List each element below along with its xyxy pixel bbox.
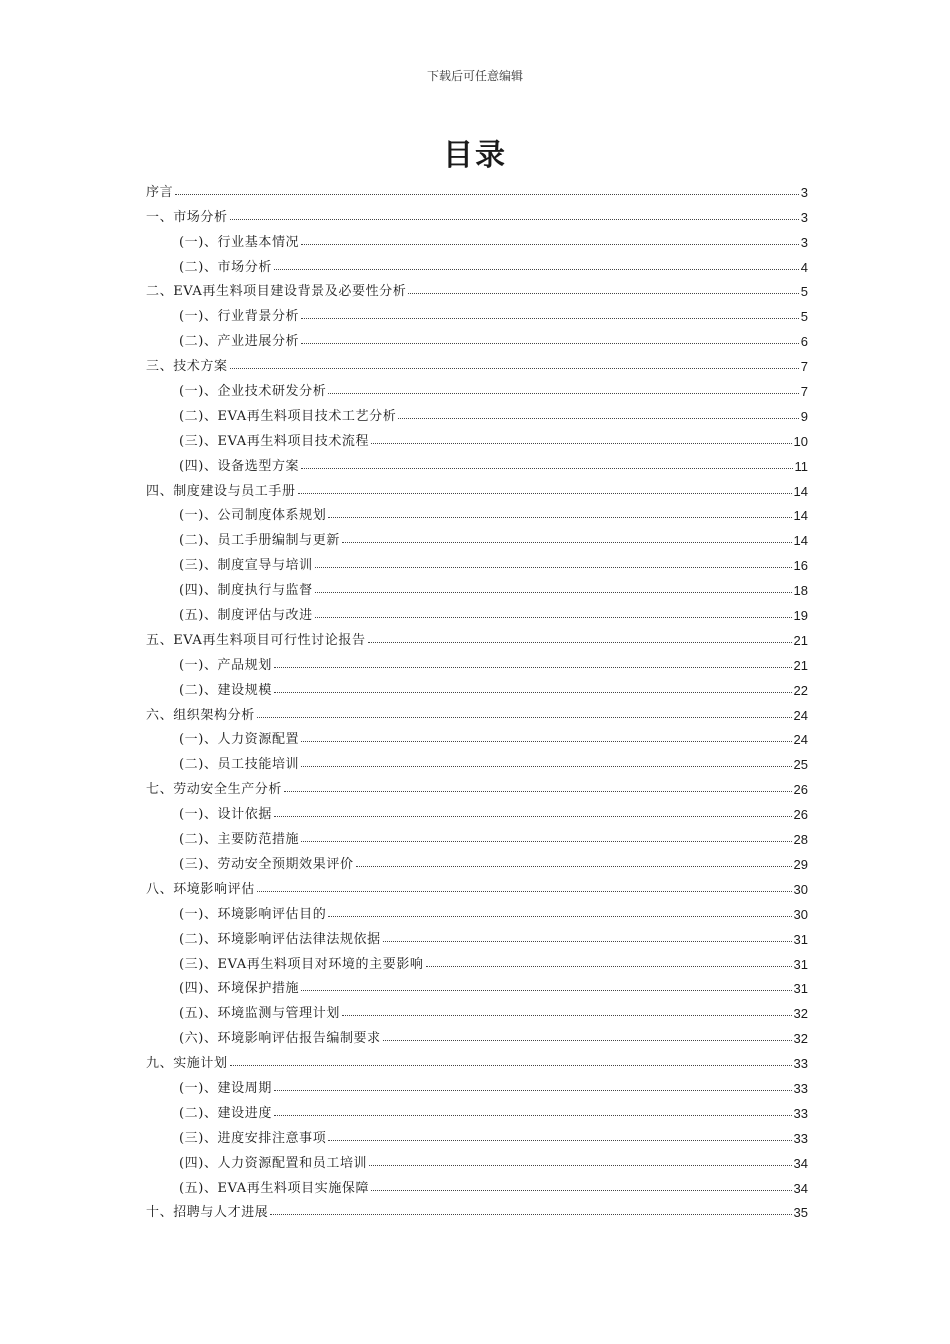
toc-leader-dots: [315, 592, 792, 593]
toc-leader-dots: [284, 791, 792, 792]
toc-entry[interactable]: [146, 772, 808, 797]
toc-entry-page: 34: [793, 1155, 808, 1171]
toc-entry[interactable]: [146, 1146, 808, 1171]
toc-entry[interactable]: [146, 275, 808, 300]
toc-entry-label: (二)、员工手册编制与更新: [179, 533, 340, 549]
toc-entry-page: 4: [800, 259, 808, 275]
toc-entry-label: (四)、环境保护措施: [179, 981, 300, 997]
toc-entry[interactable]: [146, 1046, 808, 1071]
toc-entry[interactable]: [146, 548, 808, 573]
toc-entry-label: (二)、主要防范措施: [179, 832, 300, 848]
toc-leader-dots: [274, 269, 799, 270]
toc-entry-page: 10: [793, 433, 808, 449]
toc-leader-dots: [301, 841, 791, 842]
toc-entry-page: 34: [793, 1180, 808, 1196]
toc-entry[interactable]: [146, 1096, 808, 1121]
toc-entry-label: 一、市场分析: [146, 209, 228, 225]
toc-entry-page: 33: [793, 1105, 808, 1121]
toc-leader-dots: [426, 966, 792, 967]
toc-entry[interactable]: [146, 922, 808, 947]
toc-entry-page: 26: [793, 782, 808, 798]
toc-leader-dots: [230, 1065, 792, 1066]
toc-leader-dots: [230, 219, 799, 220]
toc-entry-page: 7: [800, 359, 808, 375]
toc-leader-dots: [368, 642, 792, 643]
toc-leader-dots: [301, 766, 791, 767]
toc-entry[interactable]: [146, 499, 808, 524]
toc-leader-dots: [301, 244, 799, 245]
toc-leader-dots: [383, 941, 792, 942]
toc-entry-label: (三)、EVA再生料项目对环境的主要影响: [179, 956, 424, 972]
toc-entry-page: 35: [793, 1205, 808, 1221]
toc-entry-page: 22: [793, 682, 808, 698]
toc-leader-dots: [301, 468, 792, 469]
toc-entry-label: (三)、EVA再生料项目技术流程: [179, 433, 370, 449]
toc-entry[interactable]: [146, 1171, 808, 1196]
toc-entry-page: 21: [793, 657, 808, 673]
toc-entry-label: (五)、环境监测与管理计划: [179, 1006, 340, 1022]
toc-entry[interactable]: [146, 747, 808, 772]
toc-entry[interactable]: [146, 424, 808, 449]
toc-entry-label: (二)、建设规模: [179, 682, 272, 698]
toc-entry-label: (一)、人力资源配置: [179, 732, 300, 748]
toc-entry-page: 14: [793, 533, 808, 549]
header-note: 下载后可任意编辑: [426, 69, 523, 83]
toc-leader-dots: [371, 443, 791, 444]
toc-leader-dots: [230, 368, 799, 369]
toc-entry[interactable]: [146, 573, 808, 598]
toc-entry[interactable]: [146, 324, 808, 349]
toc-entry-page: 3: [800, 184, 808, 200]
toc-entry-label: (三)、制度宣导与培训: [179, 558, 313, 574]
toc-entry-label: 五、EVA再生料项目可行性讨论报告: [146, 632, 366, 648]
toc-entry-page: 5: [800, 309, 808, 325]
toc-leader-dots: [298, 493, 792, 494]
toc-leader-dots: [274, 692, 792, 693]
toc-entry-label: (二)、EVA再生料项目技术工艺分析: [179, 408, 397, 424]
toc-entry-page: 24: [793, 707, 808, 723]
toc-leader-dots: [315, 567, 792, 568]
toc-leader-dots: [398, 418, 798, 419]
toc-entry-label: (一)、建设周期: [179, 1080, 272, 1096]
toc-entry-label: 序言: [146, 184, 174, 200]
toc-leader-dots: [301, 990, 791, 991]
toc-entry[interactable]: [146, 250, 808, 275]
toc-entry-label: (一)、企业技术研发分析: [179, 384, 327, 400]
toc-entry-page: 24: [793, 732, 808, 748]
toc-entry-page: 32: [793, 1031, 808, 1047]
toc-entry-label: 三、技术方案: [146, 359, 228, 375]
toc-leader-dots: [328, 916, 791, 917]
toc-entry[interactable]: [146, 1121, 808, 1146]
toc-entry[interactable]: [146, 175, 808, 200]
toc-leader-dots: [274, 667, 792, 668]
toc-entry-label: (一)、环境影响评估目的: [179, 906, 327, 922]
toc-entry[interactable]: [146, 200, 808, 225]
toc-entry-label: (一)、行业基本情况: [179, 234, 300, 250]
toc-entry[interactable]: [146, 1071, 808, 1096]
toc-entry-page: 18: [793, 583, 808, 599]
toc-entry-page: 33: [793, 1130, 808, 1146]
toc-entry[interactable]: [146, 947, 808, 972]
toc-entry-page: 29: [793, 856, 808, 872]
toc-leader-dots: [301, 741, 791, 742]
toc-leader-dots: [328, 393, 798, 394]
toc-entry-label: 六、组织架构分析: [146, 707, 255, 723]
toc-entry-label: 九、实施计划: [146, 1056, 228, 1072]
toc-entry[interactable]: [146, 349, 808, 374]
toc-entry-page: 9: [800, 408, 808, 424]
toc-entry[interactable]: [146, 449, 808, 474]
toc-leader-dots: [301, 318, 799, 319]
toc-entry[interactable]: [146, 523, 808, 548]
toc-leader-dots: [301, 343, 799, 344]
toc-entry-label: (二)、员工技能培训: [179, 757, 300, 773]
toc-leader-dots: [342, 542, 792, 543]
toc-leader-dots: [356, 866, 792, 867]
toc-leader-dots: [328, 517, 791, 518]
toc-entry-page: 33: [793, 1056, 808, 1072]
toc-entry-label: (四)、人力资源配置和员工培训: [179, 1155, 368, 1171]
toc-entry-page: 31: [793, 981, 808, 997]
toc-entry-page: 21: [793, 632, 808, 648]
toc-entry-label: (一)、行业背景分析: [179, 309, 300, 325]
toc-leader-dots: [383, 1040, 792, 1041]
toc-entry-page: 30: [793, 906, 808, 922]
toc-entry-page: 33: [793, 1080, 808, 1096]
toc-leader-dots: [315, 617, 792, 618]
table-of-contents: [146, 175, 808, 1220]
toc-entry[interactable]: [146, 374, 808, 399]
toc-leader-dots: [408, 293, 798, 294]
toc-entry-label: (四)、设备选型方案: [179, 458, 300, 474]
toc-entry-label: 四、制度建设与员工手册: [146, 483, 296, 499]
page-title: 目录: [443, 138, 507, 173]
toc-entry-page: 26: [793, 807, 808, 823]
toc-entry-page: 6: [800, 334, 808, 350]
toc-entry-label: 二、EVA再生料项目建设背景及必要性分析: [146, 284, 407, 300]
toc-leader-dots: [257, 891, 792, 892]
toc-leader-dots: [270, 1214, 791, 1215]
toc-leader-dots: [274, 1115, 792, 1116]
toc-leader-dots: [369, 1165, 791, 1166]
toc-entry-page: 28: [793, 832, 808, 848]
toc-entry-label: (一)、公司制度体系规划: [179, 508, 327, 524]
toc-entry-label: (五)、EVA再生料项目实施保障: [179, 1180, 370, 1196]
toc-entry-page: 31: [793, 956, 808, 972]
toc-entry[interactable]: [146, 872, 808, 897]
toc-leader-dots: [274, 1090, 792, 1091]
toc-entry-page: 5: [800, 284, 808, 300]
toc-entry-label: (二)、产业进展分析: [179, 334, 300, 350]
toc-entry-page: 7: [800, 384, 808, 400]
toc-entry[interactable]: [146, 698, 808, 723]
toc-leader-dots: [175, 194, 799, 195]
toc-entry[interactable]: [146, 1196, 808, 1221]
toc-entry[interactable]: [146, 673, 808, 698]
toc-entry-page: 14: [793, 483, 808, 499]
toc-entry-label: (一)、产品规划: [179, 657, 272, 673]
toc-entry[interactable]: [146, 972, 808, 997]
toc-entry[interactable]: [146, 996, 808, 1021]
toc-entry[interactable]: [146, 598, 808, 623]
toc-entry-label: (三)、劳动安全预期效果评价: [179, 856, 354, 872]
toc-entry[interactable]: [146, 474, 808, 499]
toc-entry-page: 19: [793, 608, 808, 624]
toc-entry-page: 30: [793, 881, 808, 897]
toc-entry-label: (二)、市场分析: [179, 259, 272, 275]
toc-entry-label: 十、招聘与人才进展: [146, 1205, 269, 1221]
toc-entry-page: 25: [793, 757, 808, 773]
toc-entry[interactable]: [146, 648, 808, 673]
toc-entry[interactable]: [146, 797, 808, 822]
toc-entry-label: (六)、环境影响评估报告编制要求: [179, 1031, 381, 1047]
toc-entry-page: 31: [793, 931, 808, 947]
toc-entry-page: 11: [794, 458, 808, 474]
toc-leader-dots: [257, 717, 792, 718]
toc-leader-dots: [274, 816, 792, 817]
toc-entry-label: (四)、制度执行与监督: [179, 583, 313, 599]
toc-entry[interactable]: [146, 399, 808, 424]
toc-entry-label: (五)、制度评估与改进: [179, 608, 313, 624]
toc-entry[interactable]: [146, 225, 808, 250]
toc-entry-page: 3: [800, 234, 808, 250]
toc-entry-page: 16: [793, 558, 808, 574]
toc-entry-label: (三)、进度安排注意事项: [179, 1130, 327, 1146]
toc-entry[interactable]: [146, 847, 808, 872]
toc-entry-label: 七、劳动安全生产分析: [146, 782, 283, 798]
toc-entry[interactable]: [146, 897, 808, 922]
toc-entry-label: (一)、设计依据: [179, 807, 272, 823]
toc-leader-dots: [328, 1140, 791, 1141]
toc-leader-dots: [371, 1190, 791, 1191]
toc-leader-dots: [342, 1015, 792, 1016]
toc-entry-page: 14: [793, 508, 808, 524]
toc-entry-page: 32: [793, 1006, 808, 1022]
toc-entry[interactable]: [146, 1021, 808, 1046]
toc-entry-label: 八、环境影响评估: [146, 881, 255, 897]
toc-entry[interactable]: [146, 723, 808, 748]
toc-entry[interactable]: [146, 623, 808, 648]
toc-entry[interactable]: [146, 822, 808, 847]
toc-entry-label: (二)、环境影响评估法律法规依据: [179, 931, 381, 947]
toc-entry-page: 3: [800, 209, 808, 225]
toc-entry-label: (二)、建设进度: [179, 1105, 272, 1121]
toc-entry[interactable]: [146, 299, 808, 324]
